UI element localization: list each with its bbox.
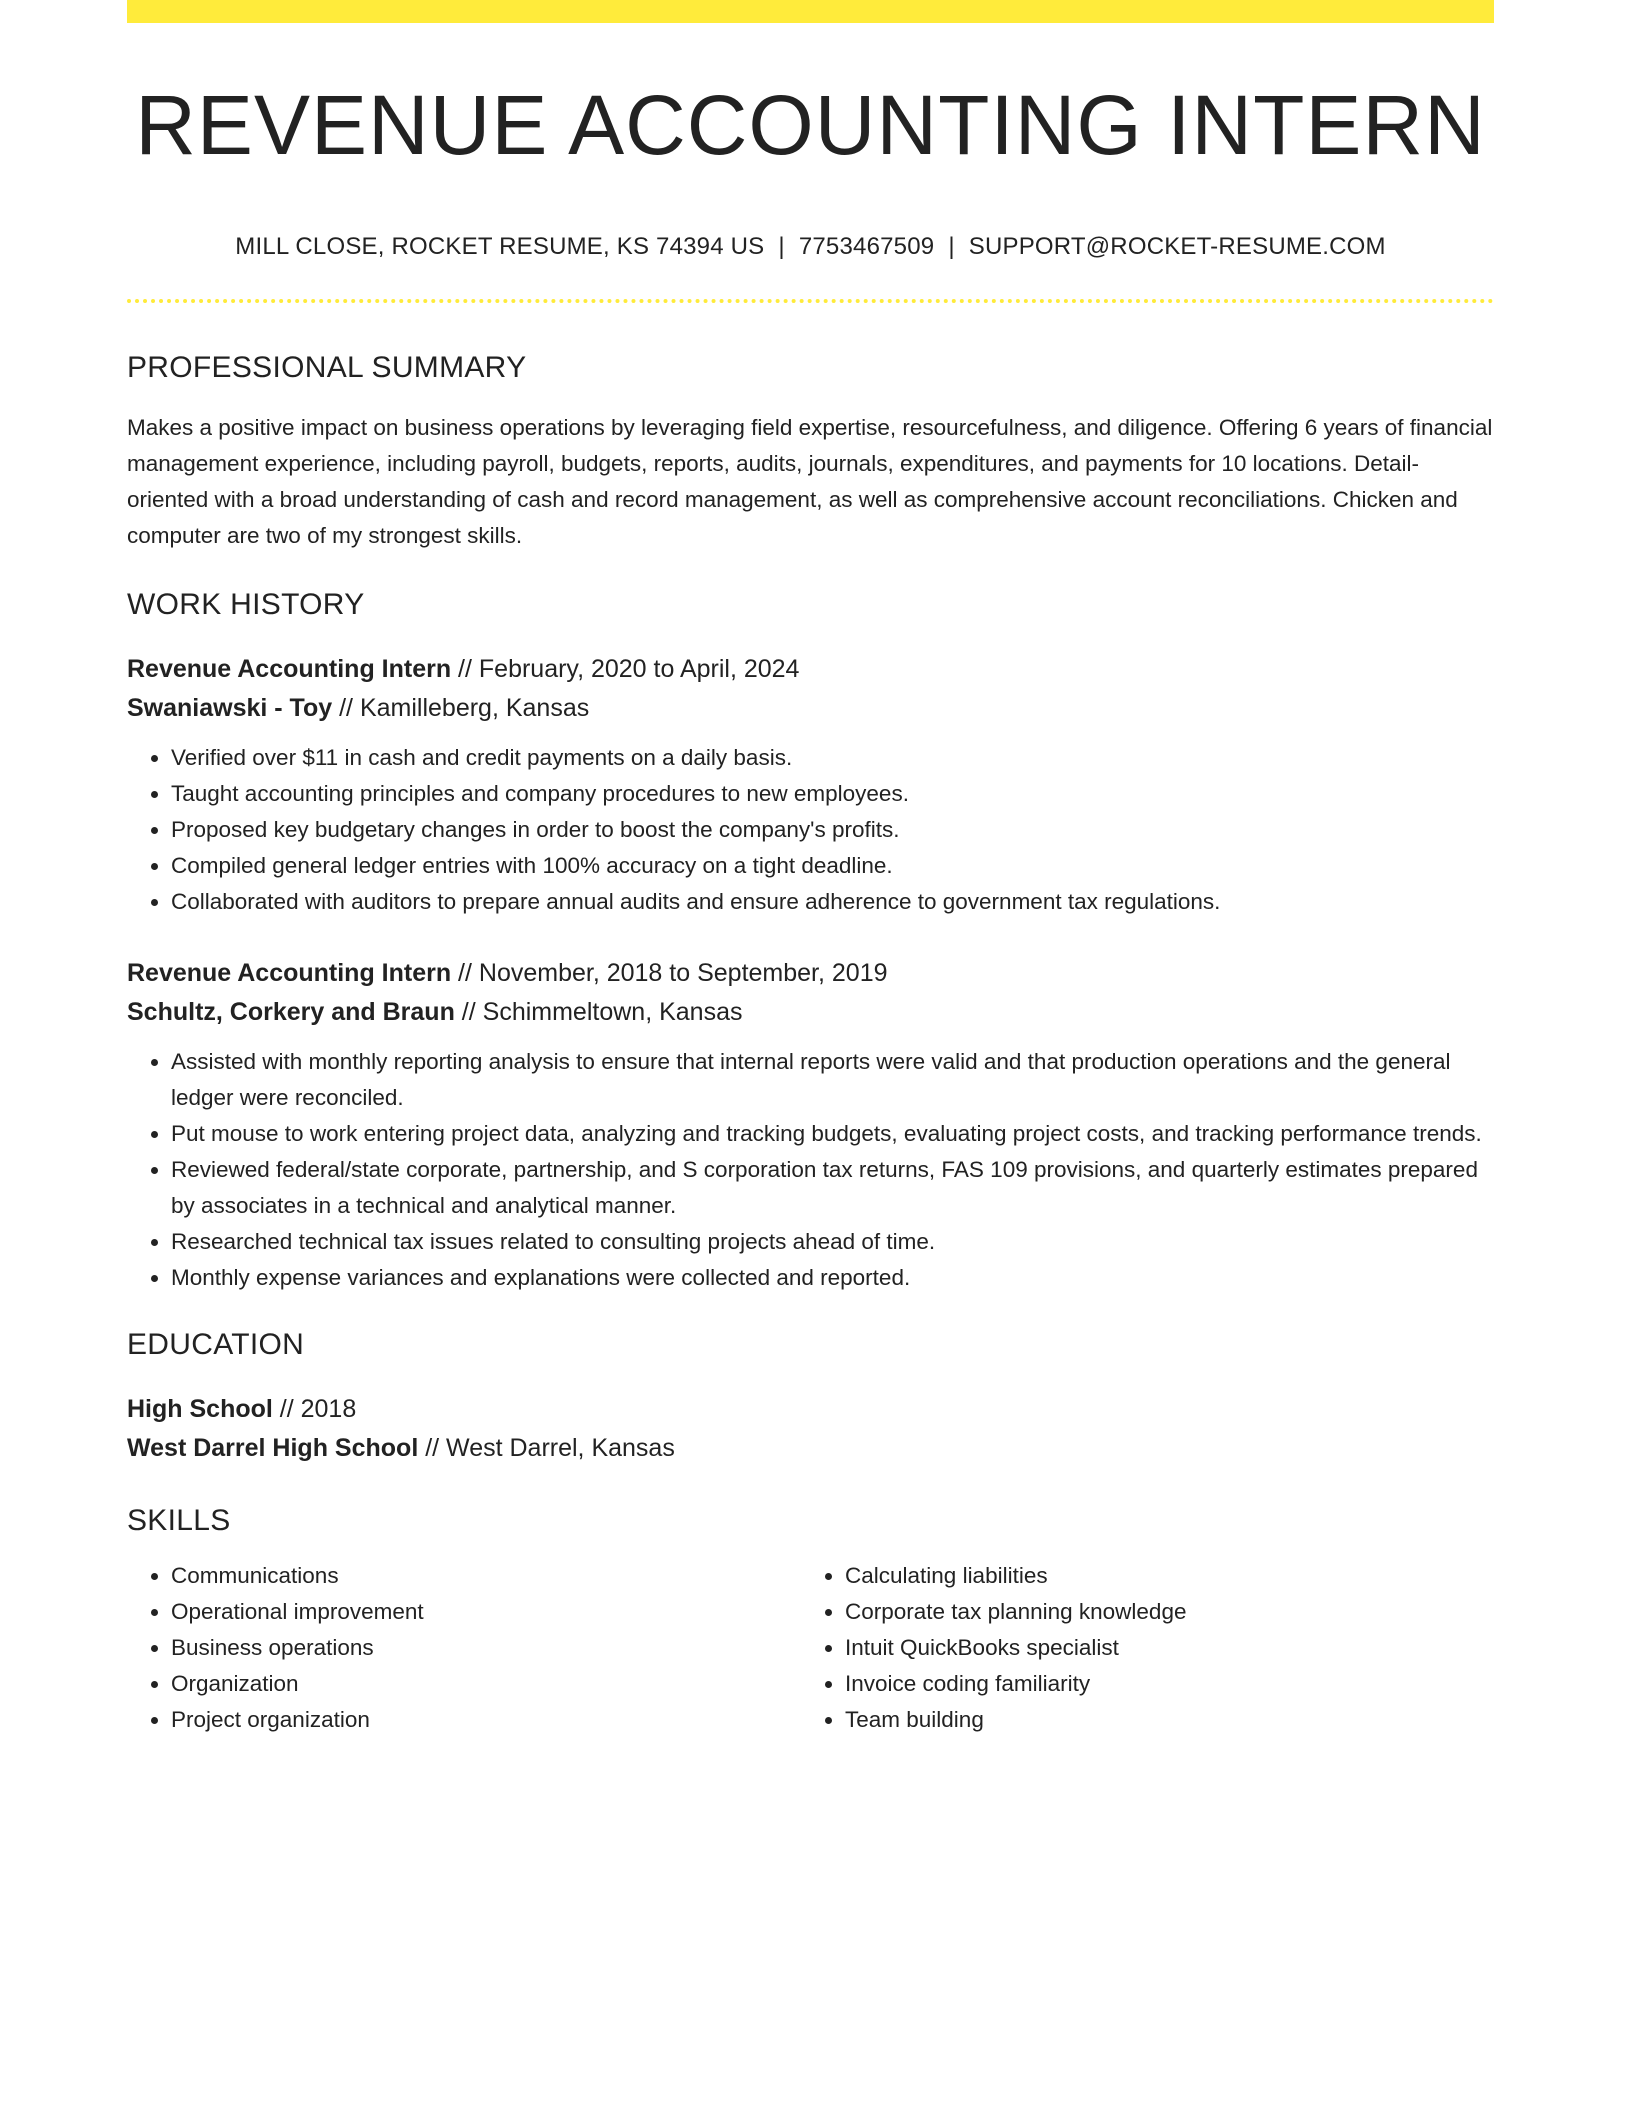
job-company-line — [127, 993, 1494, 1032]
education-year: // 2018 — [272, 1395, 357, 1423]
education-school: West Darrel High School — [127, 1434, 419, 1462]
job-title-line — [127, 954, 1494, 993]
education-heading: EDUCATION — [127, 1328, 305, 1361]
summary-text: Makes a positive impact on business operations by leveraging field expertise, resourcefulness, and diligence. Offering 6 years of financial management experience, including payroll, budgets, reports, audits, journals, expenditures, and payments for 10 locations. Detail-oriented with a broad understanding of cash and record management, as well as comprehensive account reconciliations. Chicken and computer are two of my strongest skills. — [127, 415, 1493, 548]
contact-separator: | — [778, 233, 785, 260]
skills-grid — [127, 1558, 1494, 1738]
skill-item: • Corporate tax planning knowledge — [845, 1594, 1475, 1630]
skills-list-right — [801, 1558, 1475, 1738]
education-degree-line — [127, 1390, 1494, 1429]
skill-item: • Operational improvement — [171, 1594, 801, 1630]
job-location: // Kamilleberg, Kansas — [332, 694, 590, 722]
job-entry — [127, 650, 1494, 920]
list-item: • Assisted with monthly reporting analysis to ensure that internal reports were valid and that production operations and the general ledger were reconciled. — [171, 1044, 1494, 1116]
education-school-line — [127, 1429, 1494, 1468]
header-divider — [127, 299, 1494, 303]
job-company-line — [127, 689, 1494, 728]
list-item: • Reviewed federal/state corporate, partnership, and S corporation tax returns, FAS 109 provisions, and quarterly estimates prepared by associates in a technical and analytical manner. — [171, 1152, 1494, 1224]
job-dates: // November, 2018 to September, 2019 — [451, 959, 888, 987]
skill-item: • Intuit QuickBooks specialist — [845, 1630, 1475, 1666]
contact-line — [127, 235, 1494, 259]
address: MILL CLOSE, ROCKET RESUME, KS 74394 US — [235, 233, 765, 260]
candidate-name: REVENUE ACCOUNTING INTERN — [135, 78, 1486, 172]
skill-item: • Organization — [171, 1666, 801, 1702]
job-location: // Schimmeltown, Kansas — [454, 998, 743, 1026]
skills-list-left — [127, 1558, 801, 1738]
list-item: • Researched technical tax issues related to consulting projects ahead of time. — [171, 1224, 1494, 1260]
job-company: Swaniawski - Toy — [127, 694, 333, 722]
job-role: Revenue Accounting Intern — [127, 959, 452, 987]
skill-item: • Business operations — [171, 1630, 801, 1666]
skills-heading: SKILLS — [127, 1504, 231, 1537]
list-item: • Collaborated with auditors to prepare annual audits and ensure adherence to government tax regulations. — [171, 884, 1494, 920]
phone: 7753467509 — [798, 233, 935, 260]
job-role: Revenue Accounting Intern — [127, 655, 452, 683]
job-title-line — [127, 650, 1494, 689]
email-link[interactable]: SUPPORT@ROCKET-RESUME.COM — [968, 233, 1386, 260]
list-item: • Verified over $11 in cash and credit payments on a daily basis. — [171, 740, 1494, 776]
job-dates: // February, 2020 to April, 2024 — [451, 655, 800, 683]
resume-page — [127, 0, 1494, 1738]
top-accent-bar — [127, 0, 1494, 23]
list-item: • Put mouse to work entering project data, analyzing and tracking budgets, evaluating project costs, and tracking performance trends. — [171, 1116, 1494, 1152]
skill-item: • Communications — [171, 1558, 801, 1594]
summary-heading: PROFESSIONAL SUMMARY — [127, 351, 527, 384]
contact-separator: | — [948, 233, 955, 260]
skill-item: • Calculating liabilities — [845, 1558, 1475, 1594]
list-item: • Compiled general ledger entries with 100% accuracy on a tight deadline. — [171, 848, 1494, 884]
list-item: • Taught accounting principles and company procedures to new employees. — [171, 776, 1494, 812]
skill-item: • Invoice coding familiarity — [845, 1666, 1475, 1702]
work-history-heading: WORK HISTORY — [127, 588, 365, 621]
job-bullets — [127, 1044, 1494, 1296]
education-entry — [127, 1390, 1494, 1468]
job-bullets — [127, 740, 1494, 920]
list-item: • Proposed key budgetary changes in order to boost the company's profits. — [171, 812, 1494, 848]
job-company: Schultz, Corkery and Braun — [127, 998, 455, 1026]
job-entry — [127, 954, 1494, 1296]
education-degree: High School — [127, 1395, 273, 1423]
education-location: // West Darrel, Kansas — [418, 1434, 675, 1462]
skill-item: • Project organization — [171, 1702, 801, 1738]
list-item: • Monthly expense variances and explanations were collected and reported. — [171, 1260, 1494, 1296]
skill-item: • Team building — [845, 1702, 1475, 1738]
